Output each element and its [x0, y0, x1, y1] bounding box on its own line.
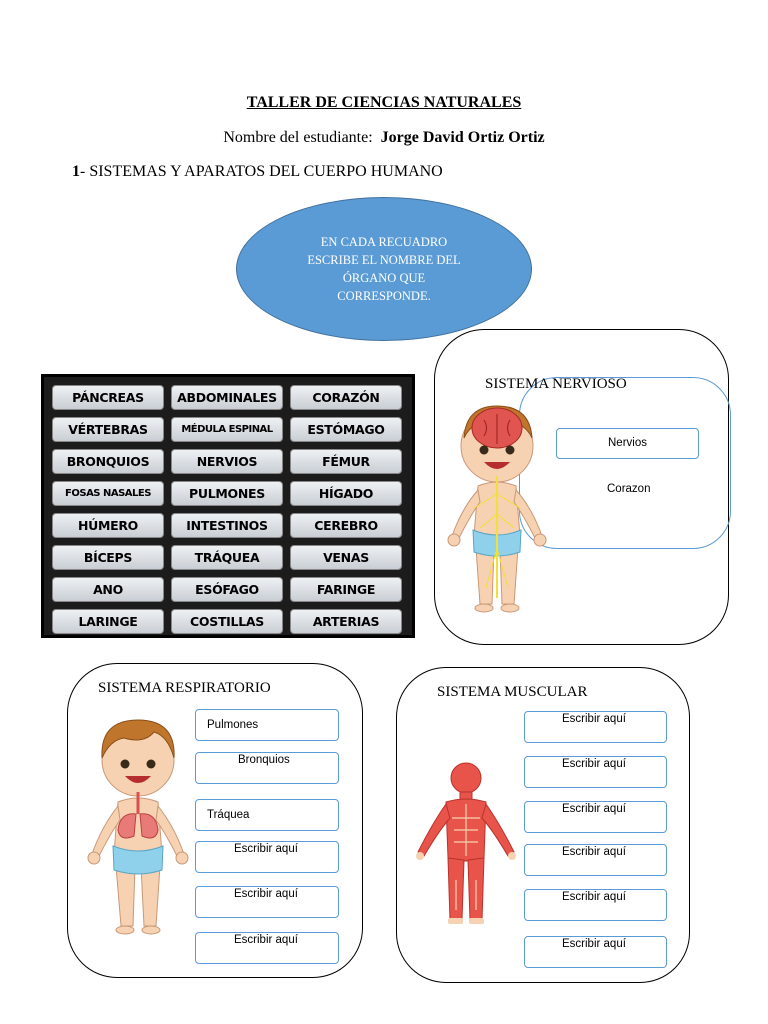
student-line	[0, 129, 768, 147]
section-heading	[72, 163, 443, 181]
muscular-answer-3: Escribir aquí	[562, 803, 626, 815]
respiratorio-answer-1: Pulmones	[207, 719, 259, 731]
respiratorio-answer-box-1[interactable]	[195, 709, 339, 741]
respiratorio-answer-box-5[interactable]	[195, 886, 339, 918]
word-bank-tile: FOSAS NASALES	[52, 481, 164, 506]
word-bank-tile: FÉMUR	[290, 449, 402, 474]
word-bank-tile: NERVIOS	[171, 449, 283, 474]
respiratorio-answer-3: Tráquea	[207, 809, 250, 821]
muscular-answer-box-1[interactable]	[524, 711, 667, 743]
nervioso-answer-frame	[519, 377, 731, 549]
student-label: Nombre del estudiante:	[223, 129, 373, 146]
muscular-answer-box-2[interactable]	[524, 756, 667, 788]
muscular-answer-box-3[interactable]	[524, 801, 667, 833]
instruction-oval	[236, 197, 532, 341]
instruction-text: EN CADA RECUADRO ESCRIBE EL NOMBRE DEL ÓRGANO QUE CORRESPONDE.	[307, 235, 461, 303]
respiratorio-answer-box-3[interactable]	[195, 799, 339, 831]
word-bank-tile: LARINGE	[52, 609, 164, 634]
word-bank-tile: ABDOMINALES	[171, 385, 283, 410]
word-bank-tile: COSTILLAS	[171, 609, 283, 634]
respiratorio-answer-5: Escribir aquí	[234, 888, 298, 900]
word-bank-tile: INTESTINOS	[171, 513, 283, 538]
respiratorio-answer-box-4[interactable]	[195, 841, 339, 873]
muscular-answer-6: Escribir aquí	[562, 938, 626, 950]
word-bank-tile: HÍGADO	[290, 481, 402, 506]
word-bank-tile: ESTÓMAGO	[290, 417, 402, 442]
word-bank-tile: CEREBRO	[290, 513, 402, 538]
word-bank-tile: VENAS	[290, 545, 402, 570]
respiratorio-answer-box-6[interactable]	[195, 932, 339, 964]
word-bank-tile: FARINGE	[290, 577, 402, 602]
word-bank-tile: ESÓFAGO	[171, 577, 283, 602]
muscular-answer-box-6[interactable]	[524, 936, 667, 968]
respiratorio-answer-6: Escribir aquí	[234, 934, 298, 946]
muscular-answer-4: Escribir aquí	[562, 846, 626, 858]
respiratorio-title: SISTEMA RESPIRATORIO	[98, 680, 271, 696]
word-bank-tile: BRONQUIOS	[52, 449, 164, 474]
nervioso-answer-box-1[interactable]	[556, 428, 699, 459]
child-body	[448, 406, 546, 612]
nervioso-title: SISTEMA NERVIOSO	[485, 376, 627, 392]
respiratorio-answer-2: Bronquios	[238, 754, 290, 766]
muscular-answer-1: Escribir aquí	[562, 713, 626, 725]
word-bank-tile: MÉDULA ESPINAL	[171, 417, 283, 442]
muscular-title: SISTEMA MUSCULAR	[437, 684, 588, 700]
word-bank-tile: HÚMERO	[52, 513, 164, 538]
respiratorio-answer-box-2[interactable]	[195, 752, 339, 784]
muscular-system-illustration	[410, 760, 522, 926]
worksheet-title: TALLER DE CIENCIAS NATURALES	[246, 94, 522, 111]
respiratorio-answer-4: Escribir aquí	[234, 843, 298, 855]
nervioso-answer-2[interactable]: Corazon	[607, 483, 651, 495]
section-title: - SISTEMAS Y APARATOS DEL CUERPO HUMANO	[80, 163, 443, 180]
muscular-answer-5: Escribir aquí	[562, 891, 626, 903]
word-bank-tile: ANO	[52, 577, 164, 602]
muscular-answer-box-4[interactable]	[524, 844, 667, 876]
word-bank-tile: ARTERIAS	[290, 609, 402, 634]
word-bank-tile: CORAZÓN	[290, 385, 402, 410]
word-bank-tile: PÁNCREAS	[52, 385, 164, 410]
word-bank-grid	[52, 385, 405, 634]
child-body	[88, 720, 188, 934]
word-bank-tile: PULMONES	[171, 481, 283, 506]
student-name: Jorge David Ortiz Ortiz	[380, 129, 545, 146]
child-nervous-system-illustration	[444, 398, 550, 616]
word-bank	[41, 374, 415, 638]
word-bank-tile: BÍCEPS	[52, 545, 164, 570]
muscle-skin-parts	[416, 852, 516, 924]
child-respiratory-system-illustration	[84, 714, 192, 938]
word-bank-tile: TRÁQUEA	[171, 545, 283, 570]
muscular-answer-box-5[interactable]	[524, 889, 667, 921]
muscular-answer-2: Escribir aquí	[562, 758, 626, 770]
section-number: 1	[72, 163, 80, 180]
word-bank-tile: VÉRTEBRAS	[52, 417, 164, 442]
nervioso-answer-1: Nervios	[608, 437, 647, 449]
